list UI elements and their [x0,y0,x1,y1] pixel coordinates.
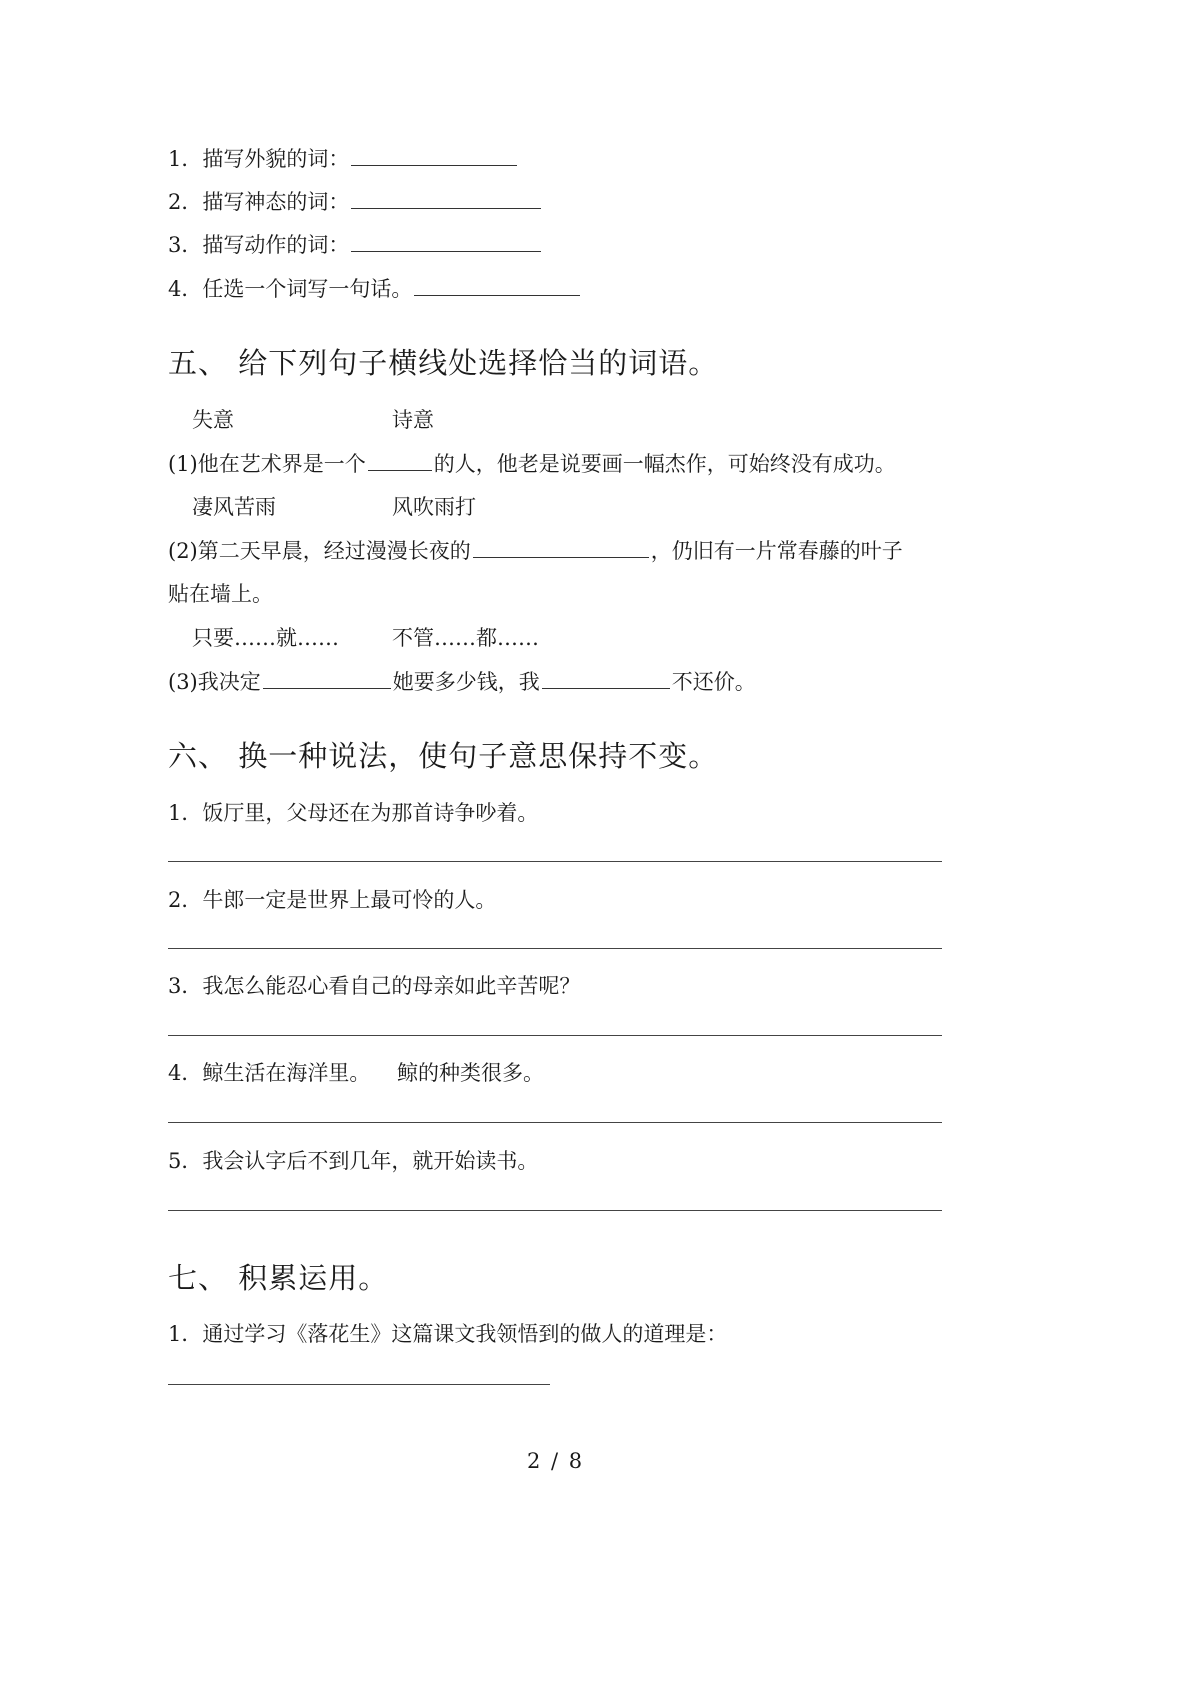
question-4-2 [168,186,543,216]
question-6-2: 2．牛郎一定是世界上最可怜的人。 [168,888,497,912]
option-word: 失意 [192,408,234,432]
question-text: 不还价。 [671,670,756,694]
question-6-1: 1．饭厅里，父母还在为那首诗争吵着。 [168,801,539,825]
option-word: 只要……就…… [192,626,339,650]
question-label: 4．任选一个词写一句话。 [168,277,413,301]
question-5-2-continued: 贴在墙上。 [168,582,273,606]
question-text: (1)他在艺术界是一个 [168,452,366,476]
answer-blank[interactable] [263,687,391,689]
option-word: 风吹雨打 [392,495,476,519]
question-5-2 [168,535,903,565]
answer-line[interactable] [168,948,942,949]
question-label: 1．描写外貌的词： [168,147,350,171]
option-word: 凄风苦雨 [192,495,276,519]
question-7-1: 1．通过学习《落花生》这篇课文我领悟到的做人的道理是： [168,1322,728,1346]
option-word: 诗意 [392,408,434,432]
answer-blank[interactable] [351,164,517,166]
question-4-4 [168,273,582,303]
question-label: 3．描写动作的词： [168,233,350,257]
option-word: 不管……都…… [392,626,539,650]
answer-line[interactable] [168,861,942,862]
answer-blank[interactable] [351,250,541,252]
question-text: 的人，他老是说要画一幅杰作，可始终没有成功。 [433,452,896,476]
answer-line[interactable] [168,1122,942,1123]
answer-line[interactable] [168,1210,942,1211]
section-6-heading: 六、 换一种说法，使句子意思保持不变。 [168,739,719,773]
question-text: ，仍旧有一片常春藤的叶子 [650,539,903,563]
answer-blank[interactable] [542,687,670,689]
question-6-4: 4．鲸生活在海洋里。 鲸的种类很多。 [168,1061,545,1085]
question-4-3 [168,229,543,259]
section-7-heading: 七、 积累运用。 [168,1261,389,1295]
answer-blank[interactable] [368,469,432,471]
question-6-5: 5．我会认字后不到几年，就开始读书。 [168,1149,539,1173]
answer-blank[interactable] [351,207,541,209]
question-4-1 [168,143,519,173]
question-5-3 [168,666,756,696]
question-5-1 [168,448,896,478]
question-text: 她要多少钱，我 [392,670,540,694]
answer-blank[interactable] [414,294,580,296]
question-text: (3)我决定 [168,670,261,694]
section-5-heading: 五、 给下列句子横线处选择恰当的词语。 [168,346,719,380]
answer-blank[interactable] [473,556,649,558]
question-text: (2)第二天早晨，经过漫漫长夜的 [168,539,471,563]
question-label: 2．描写神态的词： [168,190,350,214]
answer-line[interactable] [168,1384,550,1385]
question-6-3: 3．我怎么能忍心看自己的母亲如此辛苦呢？ [168,974,581,998]
answer-line[interactable] [168,1035,942,1036]
page-number: 2 / 8 [527,1449,585,1473]
